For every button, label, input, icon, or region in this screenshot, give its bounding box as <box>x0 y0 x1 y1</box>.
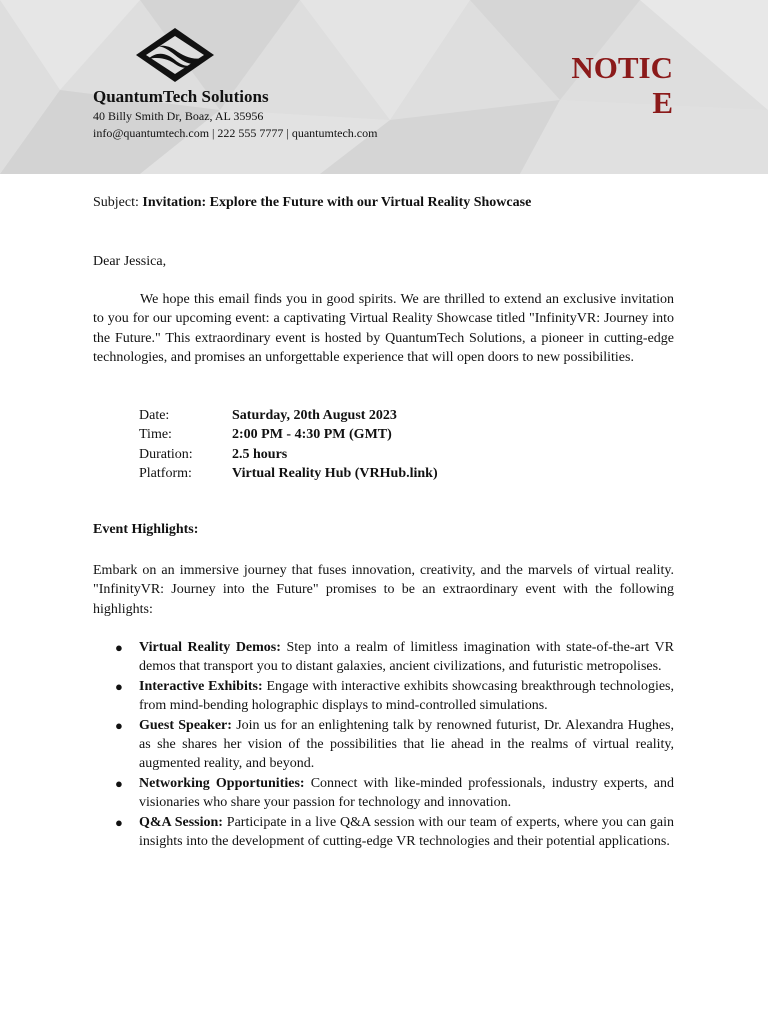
detail-row-date <box>139 406 438 425</box>
bullet-icon: ● <box>115 717 123 733</box>
highlight-title: Interactive Exhibits: <box>139 678 263 694</box>
detail-row-platform <box>139 464 438 483</box>
bullet-icon: ● <box>115 814 123 830</box>
notice-title: NOTICE <box>571 50 673 120</box>
intro-paragraph: We hope this email finds you in good spirits. We are thrilled to extend an exclusive invitation to you for our upcoming event: a captivating Virtual Reality Showcase titled "InfinityVR: Journey into the Future." This extraordinary event is hosted by QuantumTech Solutions, a pioneer in cutting-edge technologies, and promises an unforgettable experience that will open doors to new possibilities. <box>93 292 674 366</box>
detail-value: Saturday, 20th August 2023 <box>232 408 397 423</box>
bullet-icon: ● <box>115 678 123 694</box>
bullet-icon: ● <box>115 775 123 791</box>
greeting: Dear Jessica, <box>93 254 167 269</box>
highlight-text: Connect with like-minded professionals, industry experts, and visionaries who share your passion for technology and innovation. <box>139 775 675 811</box>
highlight-item <box>115 813 675 852</box>
highlight-item <box>115 638 675 677</box>
highlights-list <box>115 638 675 851</box>
detail-row-duration <box>139 445 438 464</box>
company-logo <box>134 26 216 84</box>
detail-value: 2:00 PM - 4:30 PM (GMT) <box>232 427 392 443</box>
highlight-text: Join us for an enlightening talk by renowned futurist, Dr. Alexandra Hughes, as she shares her vision of the possibilities that lie ahead in the realms of virtual reality, augmented reality, and beyond. <box>139 717 674 772</box>
highlight-title: Virtual Reality Demos: <box>139 640 281 655</box>
highlight-item <box>115 774 675 813</box>
company-address: 40 Billy Smith Dr, Boaz, AL 35956 <box>93 109 264 123</box>
company-contact: info@quantumtech.com | 222 555 7777 | quantumtech.com <box>93 126 378 140</box>
detail-label: Duration: <box>139 446 193 462</box>
highlight-text: Engage with interactive exhibits showcasing breakthrough technologies, from mind-bending holographic displays to mind-controlled simulations. <box>139 678 674 714</box>
detail-label: Time: <box>139 427 172 443</box>
detail-value: Virtual Reality Hub (VRHub.link) <box>232 465 438 481</box>
event-details <box>139 406 438 483</box>
highlight-text: Step into a realm of limitless imagination with state-of-the-art VR demos that transport you to distant galaxies, ancient civilizations, and futuristic metropolises. <box>139 640 675 675</box>
bullet-icon: ● <box>115 640 123 655</box>
detail-value: 2.5 hours <box>232 446 288 462</box>
highlight-item <box>115 677 674 716</box>
highlight-item <box>115 716 674 774</box>
subject-label: Subject: <box>93 195 139 210</box>
subject-text: Invitation: Explore the Future with our Virtual Reality Showcase <box>142 195 532 210</box>
company-name: QuantumTech Solutions <box>93 87 269 106</box>
detail-row-time <box>139 425 438 444</box>
highlights-intro: Embark on an immersive journey that fuses innovation, creativity, and the marvels of virtual reality. "InfinityVR: Journey into the Future" promises to be an extraordinary event with the following highlights: <box>93 563 674 617</box>
detail-label: Date: <box>139 408 170 423</box>
highlight-text: Participate in a live Q&A session with our team of experts, where you can gain insights into the development of cutting-edge VR technologies and their potential applications. <box>139 814 675 850</box>
detail-label: Platform: <box>139 465 192 481</box>
highlight-title: Guest Speaker: <box>139 717 232 733</box>
highlight-title: Networking Opportunities: <box>139 775 305 791</box>
highlight-title: Q&A Session: <box>139 814 223 830</box>
letterhead <box>0 0 768 174</box>
subject-line <box>93 195 531 211</box>
highlights-heading: Event Highlights: <box>93 522 199 537</box>
